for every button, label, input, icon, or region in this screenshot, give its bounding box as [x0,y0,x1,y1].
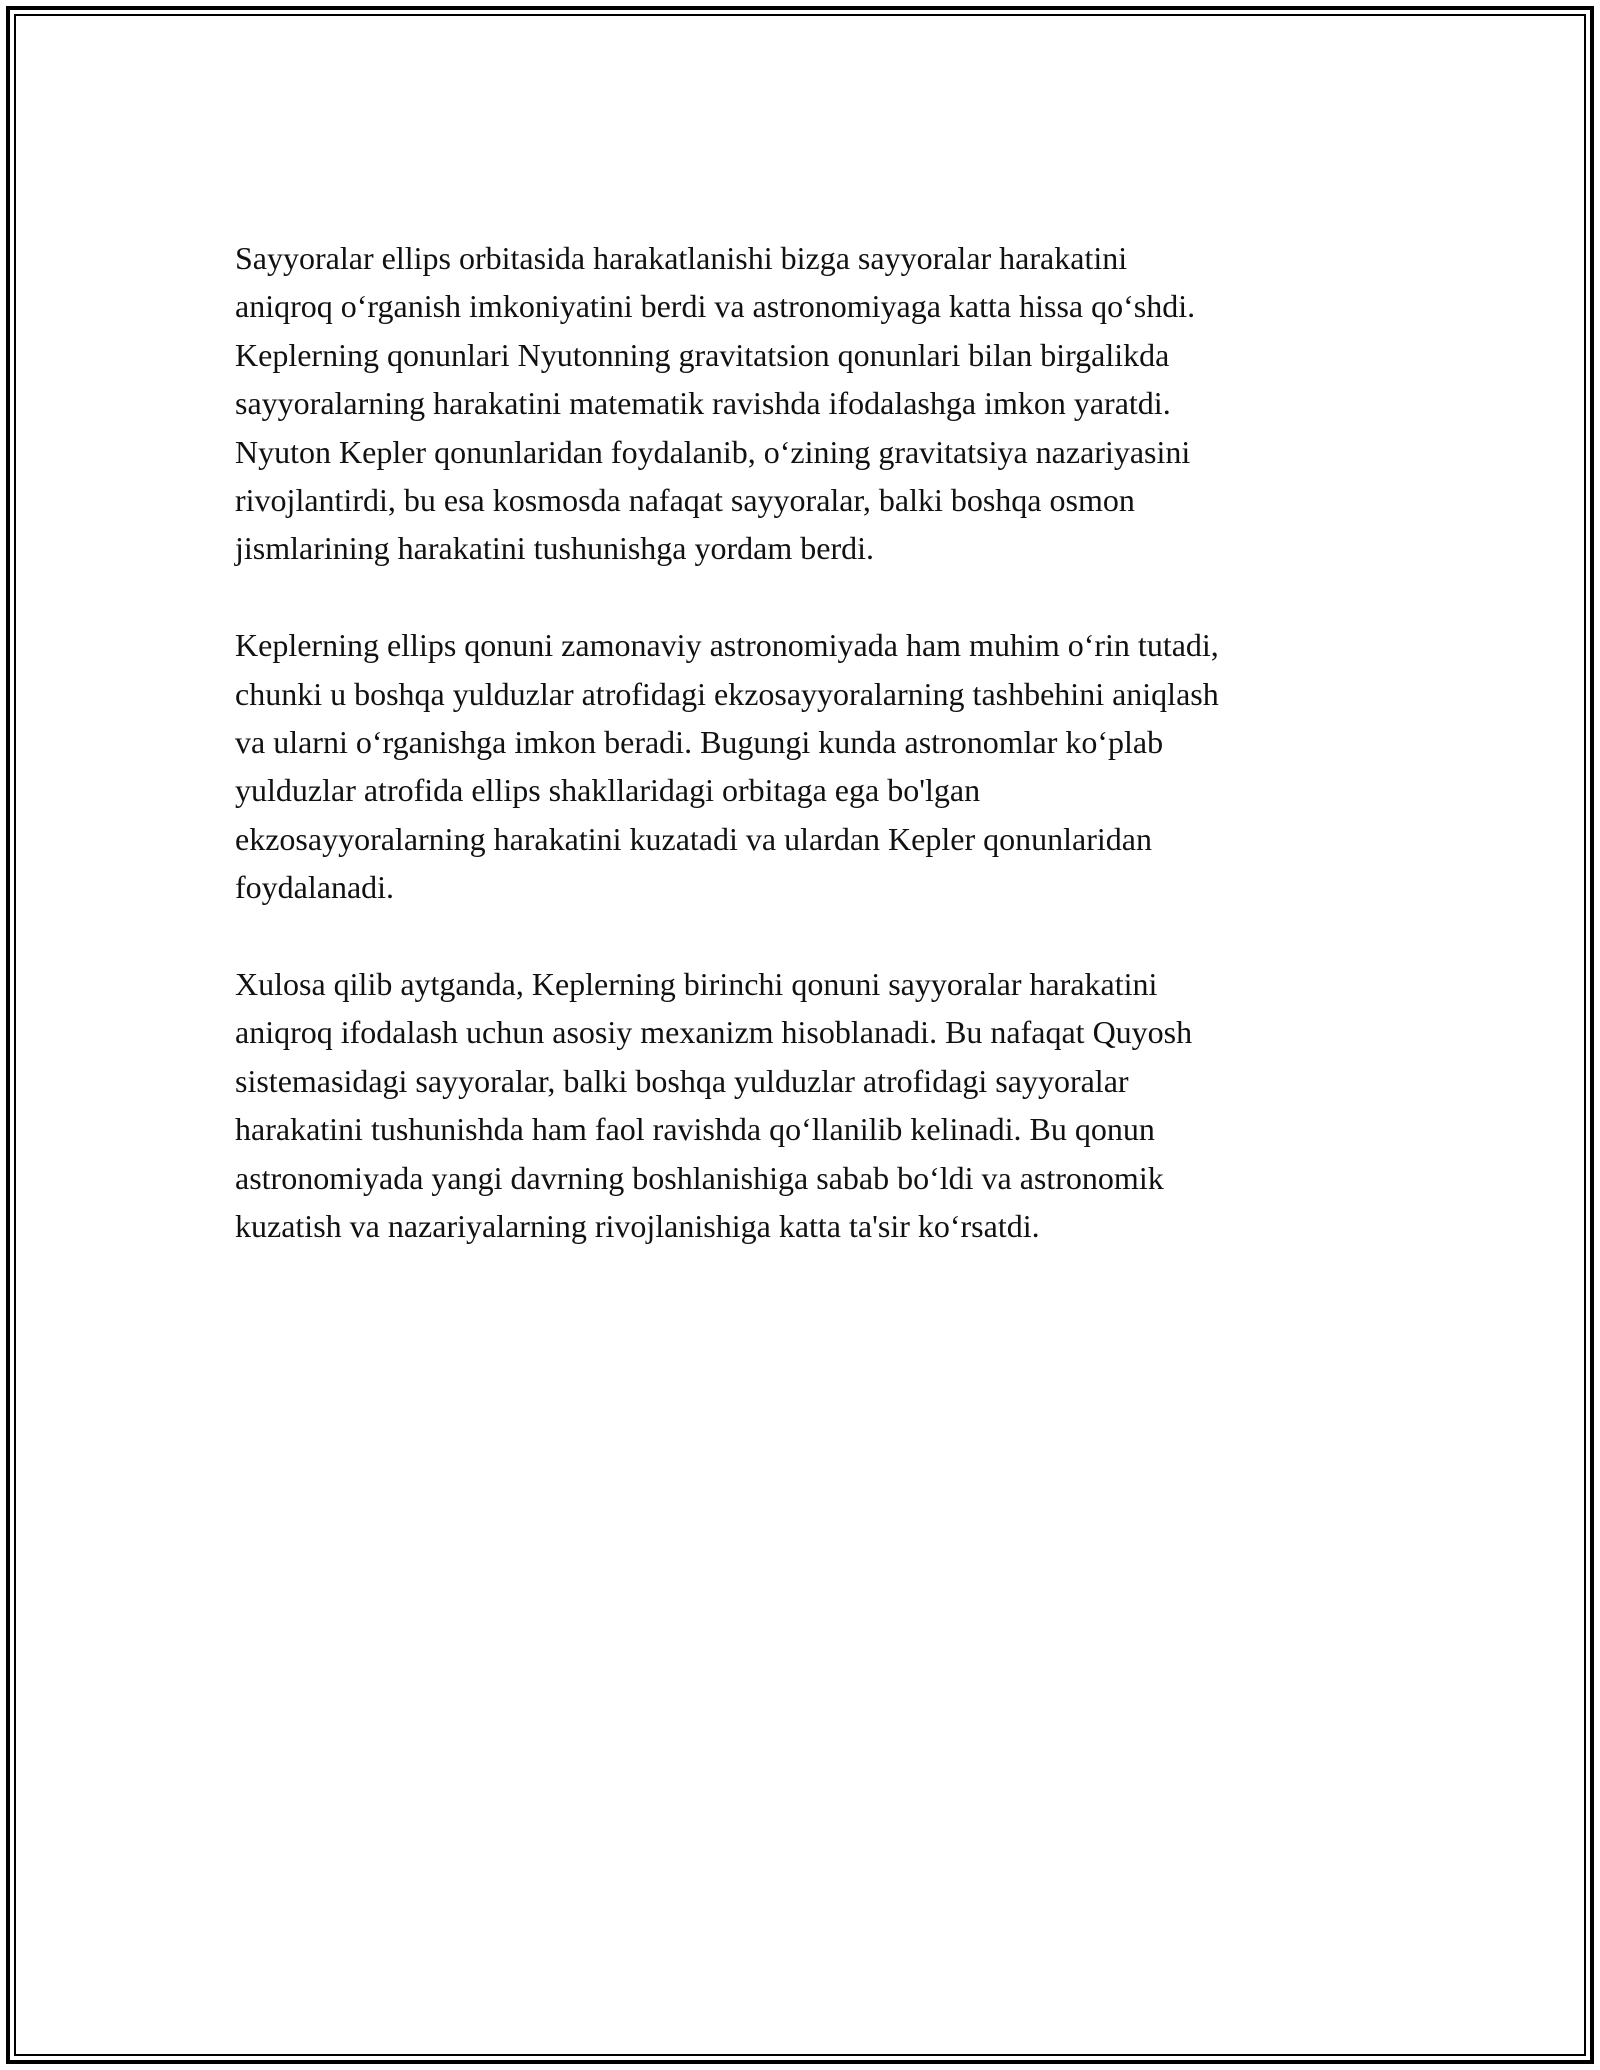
text-line: astronomiyada yangi davrning boshlanishiga sabab bo‘ldi va astronomik [235,1159,1164,1196]
text-line: Nyuton Kepler qonunlaridan foydalanib, o‘zining gravitatsiya nazariyasini [235,433,1191,470]
text-line: aniqroq o‘rganish imkoniyatini berdi va astronomiyaga katta hissa qo‘shdi. [235,288,1196,325]
paragraph-1 [235,234,1375,573]
text-line: yulduzlar atrofida ellips shakllaridagi orbitaga ega bo'lgan [235,772,981,809]
text-line: ekzosayyoralarning harakatini kuzatadi va ulardan Kepler qonunlaridan [235,820,1152,857]
text-line: rivojlantirdi, bu esa kosmosda nafaqat sayyoralar, balki boshqa osmon [235,482,1135,519]
text-line: Keplerning ellips qonuni zamonaviy astronomiyada ham muhim o‘rin tutadi, [235,627,1219,664]
text-line: va ularni o‘rganishga imkon beradi. Bugungi kunda astronomlar ko‘plab [235,724,1164,761]
text-line: harakatini tushunishda ham faol ravishda qo‘llanilib kelinadi. Bu qonun [235,1111,1155,1148]
text-line: jismlarining harakatini tushunishga yordam berdi. [235,530,874,567]
text-line: foydalanadi. [235,869,395,906]
paragraph-2 [235,621,1375,911]
paragraph-3 [235,960,1375,1250]
text-line: Keplerning qonunlari Nyutonning gravitatsion qonunlari bilan birgalikda [235,336,1170,373]
text-line: Sayyoralar ellips orbitasida harakatlanishi bizga sayyoralar harakatini [235,240,1128,276]
document-body [235,234,1375,1299]
text-line: sayyoralarning harakatini matematik ravishda ifodalashga imkon yaratdi. [235,385,1171,422]
text-line: kuzatish va nazariyalarning rivojlanishiga katta ta'sir ko‘rsatdi. [235,1208,1040,1245]
text-line: sistemasidagi sayyoralar, balki boshqa yulduzlar atrofidagi sayyoralar [235,1062,1129,1099]
text-line: Xulosa qilib aytganda, Keplerning birinchi qonuni sayyoralar harakatini [235,966,1158,1003]
text-line: chunki u boshqa yulduzlar atrofidagi ekzosayyoralarning tashbehini aniqlash [235,675,1219,712]
text-line: aniqroq ifodalash uchun asosiy mexanizm hisoblanadi. Bu nafaqat Quyosh [235,1014,1193,1051]
